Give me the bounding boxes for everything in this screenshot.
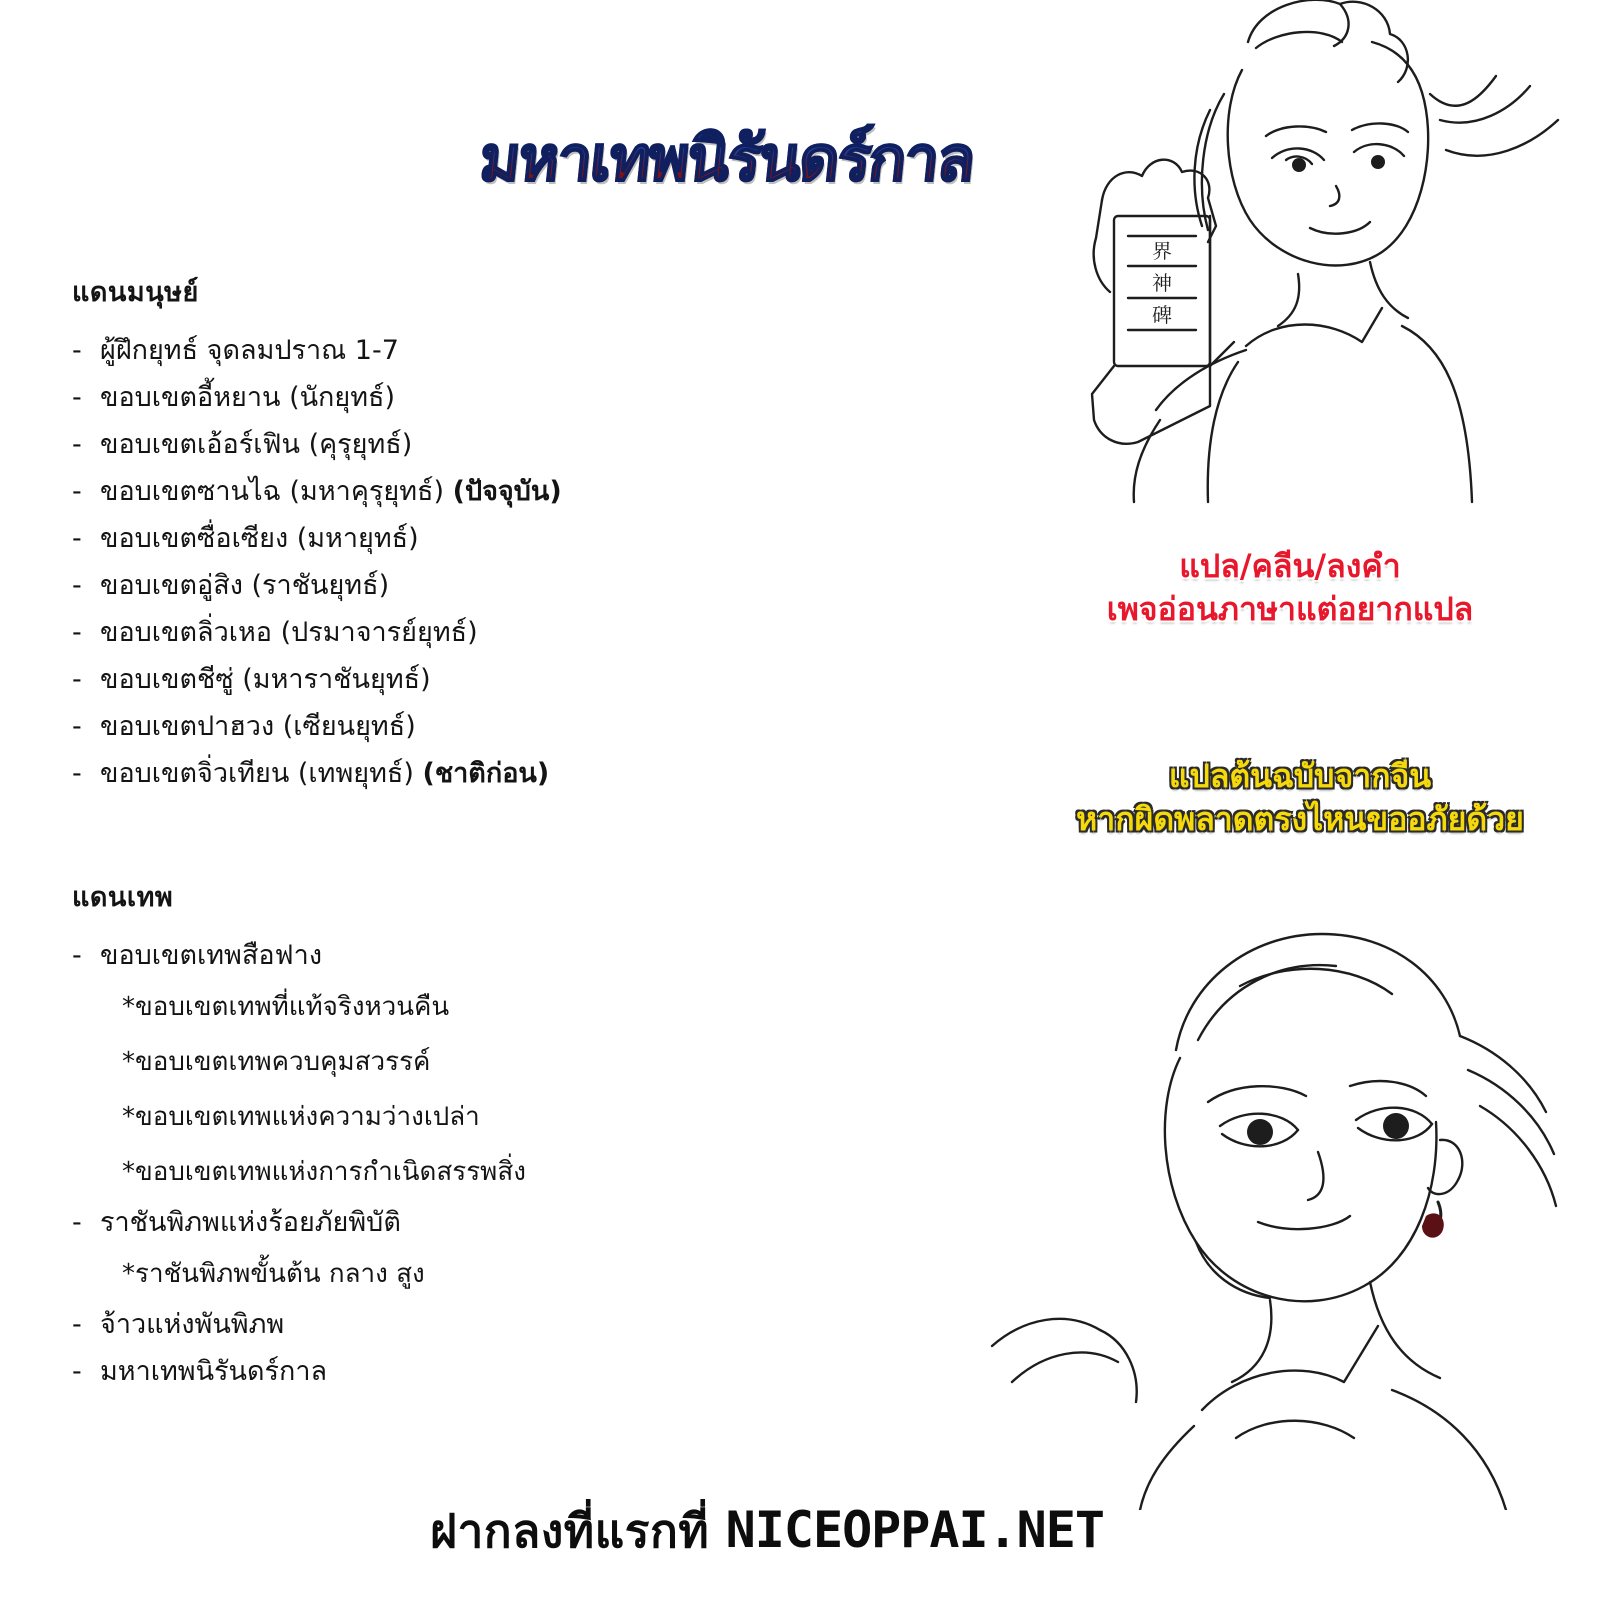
footer-prefix: ฝากลงที่แรกที่ [430, 1504, 726, 1558]
bullet-dash: - [72, 335, 82, 366]
footer-site-name: NICEOPPAI.NET [725, 1501, 1104, 1559]
divine-realm-sublist-2 [72, 1246, 712, 1301]
bullet-dash: - [72, 429, 82, 460]
bullet-dash: - [72, 617, 82, 648]
sub-list-item: *ขอบเขตเทพแห่งการกำเนิดสรรพสิ่ง [122, 1157, 526, 1187]
list-item-label: ผู้ฝึกยุทธ์ จุดลมปราณ 1-7 [100, 335, 399, 366]
title-text: มหาเทพนิรันดร์กาล [475, 110, 1125, 208]
sub-list-item: *ขอบเขตเทพควบคุมสวรรค์ [122, 1047, 431, 1077]
list-item [72, 932, 712, 979]
sub-list-item: *ราชันพิภพขั้นต้น กลาง สูง [122, 1259, 425, 1289]
bullet-dash: - [72, 711, 82, 742]
list-item [72, 750, 712, 797]
list-item [72, 1348, 712, 1395]
credit-line: แปล/คลีน/ลงคำ [1179, 547, 1401, 585]
artwork-top-character [1010, 0, 1620, 510]
section-human-realm-heading: แดนมนุษย์ [72, 277, 199, 308]
list-item [72, 703, 712, 750]
human-realm-list [72, 327, 712, 797]
svg-text:界: 界 [1152, 239, 1172, 263]
credit-translation-team [1060, 545, 1520, 631]
bullet-dash: - [72, 570, 82, 601]
artwork-bottom-character [940, 890, 1620, 1510]
divine-realm-list-3 [72, 1301, 712, 1395]
list-item-label: ราชันพิภพแห่งร้อยภัยพิบัติ [100, 1207, 401, 1238]
list-item-label: มหาเทพนิรันดร์กาล [100, 1356, 328, 1387]
list-item-badge: (ปัจจุบัน) [452, 476, 562, 507]
list-item [72, 421, 712, 468]
list-item [72, 374, 712, 421]
list-item-label: ขอบเขตอี้หยาน (นักยุทธ์) [100, 382, 396, 413]
list-item-label: ขอบเขตปาฮวง (เซียนยุทธ์) [100, 711, 416, 742]
bullet-dash: - [72, 664, 82, 695]
list-item-label: ขอบเขตอู่สิง (ราชันยุทธ์) [100, 570, 390, 601]
list-item-badge: (ชาติก่อน) [422, 758, 550, 789]
page-title [476, 110, 1120, 210]
divine-realm-list [72, 932, 712, 979]
credit-line: เพจอ่อนภาษาแต่อยากแปล [1106, 590, 1474, 629]
svg-text:碑: 碑 [1152, 303, 1172, 327]
content-column [72, 270, 712, 1395]
list-item-label: ขอบเขตเทพสือฟาง [100, 940, 323, 971]
svg-text:神: 神 [1152, 271, 1172, 295]
list-item [72, 468, 712, 515]
list-item [72, 1301, 712, 1348]
footer-site-credit [430, 1495, 1104, 1568]
section-divine-realm [72, 875, 712, 1395]
bullet-dash: - [72, 940, 82, 971]
list-item-label: ขอบเขตซื่อเซียง (มหายุทธ์) [100, 523, 419, 554]
bullet-dash: - [72, 1309, 82, 1340]
list-item [72, 562, 712, 609]
section-spacer [72, 797, 712, 875]
list-item-label: ขอบเขตเอ้อร์เฟิน (คุรุยุทธ์) [100, 429, 413, 460]
list-item-label: จ้าวแห่งพันพิภพ [100, 1309, 285, 1340]
list-item [72, 327, 712, 374]
sub-list-item: *ขอบเขตเทพที่แท้จริงหวนคืน [122, 992, 450, 1022]
bullet-dash: - [72, 382, 82, 413]
bullet-dash: - [72, 476, 82, 507]
bullet-dash: - [72, 758, 82, 789]
list-item-label: ขอบเขตจิ่วเทียน (เทพยุทธ์) [100, 758, 414, 789]
bullet-dash: - [72, 1207, 82, 1238]
list-item-label: ขอบเขตซานไฉ (มหาคุรุยุทธ์) [100, 476, 445, 507]
credit-line: แปลต้นฉบับจากจีน [1168, 757, 1432, 795]
section-divine-realm-heading: แดนเทพ [72, 882, 174, 913]
list-item [72, 656, 712, 703]
credit-line: หากผิดพลาดตรงไหนขออภัยด้วย [1076, 800, 1524, 839]
sub-list-item: *ขอบเขตเทพแห่งความว่างเปล่า [122, 1102, 480, 1132]
divine-realm-list-2 [72, 1199, 712, 1246]
list-item [72, 1199, 712, 1246]
section-human-realm [72, 270, 712, 797]
divine-realm-sublist-1 [72, 979, 712, 1199]
list-item-label: ขอบเขตลิ่วเหอ (ปรมาจารย์ยุทธ์) [100, 617, 478, 648]
list-item [72, 609, 712, 656]
credit-source-note [1040, 755, 1560, 841]
list-item-label: ขอบเขตชีซู่ (มหาราชันยุทธ์) [100, 664, 431, 695]
list-item [72, 515, 712, 562]
bullet-dash: - [72, 523, 82, 554]
bullet-dash: - [72, 1356, 82, 1387]
